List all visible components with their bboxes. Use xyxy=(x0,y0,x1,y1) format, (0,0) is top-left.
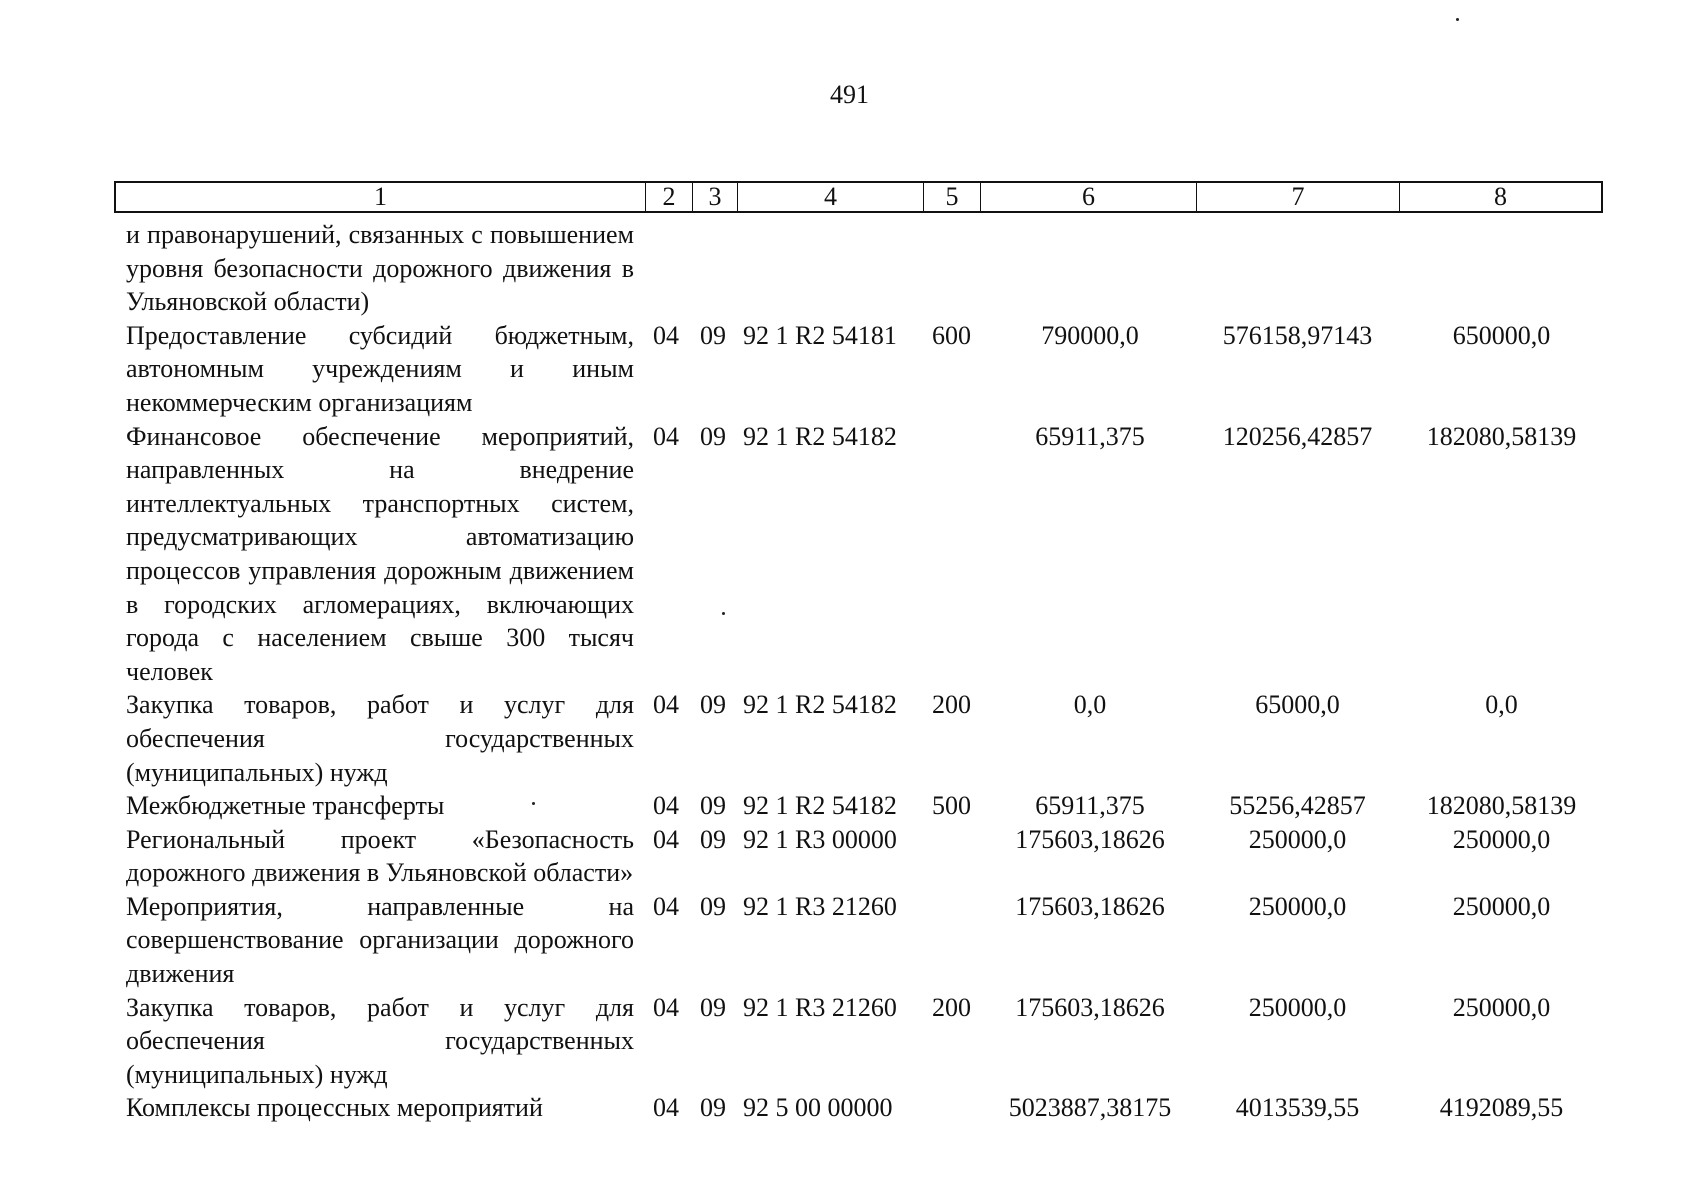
subsection-code: 09 xyxy=(700,992,726,1022)
target-article-code: 92 1 R2 54182 xyxy=(743,690,897,720)
section-code: 04 xyxy=(653,824,679,854)
row-description: Закупка товаров, работ и услуг для обеспечения государственных (муниципальных) нужд xyxy=(126,992,634,1089)
amount-col-6: 175603,18626 xyxy=(1015,891,1165,921)
amount-col-8: 4192089,55 xyxy=(1439,1093,1564,1123)
section-code: 04 xyxy=(653,320,679,350)
header-col-3: 3 xyxy=(693,183,738,211)
row-description: Комплексы процессных мероприятий xyxy=(126,1093,543,1123)
amount-col-7: 4013539,55 xyxy=(1235,1093,1360,1123)
header-col-8: 8 xyxy=(1494,182,1507,211)
amount-col-6: 790000,0 xyxy=(1041,320,1139,350)
target-article-code: 92 1 R3 21260 xyxy=(743,891,897,921)
expense-type-code: 200 xyxy=(932,690,971,720)
target-article-code: 92 5 00 00000 xyxy=(743,1093,893,1123)
amount-col-7: 65000,0 xyxy=(1255,690,1340,720)
table-row xyxy=(0,789,1699,823)
header-col-6: 6 xyxy=(981,183,1197,211)
expense-type-code: 500 xyxy=(932,791,971,821)
amount-col-8: 250000,0 xyxy=(1452,891,1551,921)
table-row xyxy=(0,823,1699,890)
header-col-4: 4 xyxy=(738,183,924,211)
amount-col-6: 175603,18626 xyxy=(1015,824,1165,854)
header-col-7: 7 xyxy=(1197,183,1400,211)
subsection-code: 09 xyxy=(700,421,726,451)
subsection-code: 09 xyxy=(700,690,726,720)
table-row xyxy=(0,218,1699,319)
subsection-code: 09 xyxy=(700,824,726,854)
amount-col-8: 0,0 xyxy=(1485,690,1518,720)
amount-col-7: 120256,42857 xyxy=(1222,421,1373,451)
target-article-code: 92 1 R2 54181 xyxy=(743,320,897,350)
row-description: Предоставление субсидий бюджетным, автономным учреждениям и иным некоммерческим организациям xyxy=(126,320,634,417)
expense-type-code: 200 xyxy=(932,992,971,1022)
amount-col-8: 182080,58139 xyxy=(1426,421,1577,451)
table-row xyxy=(0,890,1699,991)
row-description: Мероприятия, направленные на совершенствование организации дорожного движения xyxy=(126,891,634,989)
row-description: Региональный проект «Безопасность дорожного движения в Ульяновской области» xyxy=(126,824,634,888)
target-article-code: 92 1 R2 54182 xyxy=(743,791,897,821)
amount-col-7: 250000,0 xyxy=(1248,824,1347,854)
budget-table-body xyxy=(0,218,1699,1125)
section-code: 04 xyxy=(653,891,679,921)
row-description: Финансовое обеспечение мероприятий, направленных на внедрение интеллектуальных транспортных систем, предусматривающих автоматизацию процессов управления дорожным движением в городских агломерациях, включающих города с населением свыше 300 тысяч человек xyxy=(126,421,634,686)
amount-col-6: 175603,18626 xyxy=(1015,992,1165,1022)
amount-col-7: 576158,97143 xyxy=(1222,320,1373,350)
amount-col-6: 5023887,38175 xyxy=(1008,1093,1172,1123)
amount-col-6: 0,0 xyxy=(1073,690,1107,720)
table-row xyxy=(0,319,1699,420)
target-article-code: 92 1 R3 21260 xyxy=(743,992,897,1022)
subsection-code: 09 xyxy=(700,891,726,921)
amount-col-6: 65911,375 xyxy=(1035,791,1145,821)
target-article-code: 92 1 R3 00000 xyxy=(743,824,897,854)
amount-col-8: 650000,0 xyxy=(1452,320,1551,350)
amount-col-6: 65911,375 xyxy=(1035,421,1145,451)
header-col-2: 2 xyxy=(646,183,693,211)
column-number-header xyxy=(114,181,1603,213)
amount-col-7: 55256,42857 xyxy=(1229,791,1366,821)
section-code: 04 xyxy=(653,421,679,451)
amount-col-8: 250000,0 xyxy=(1452,992,1551,1022)
table-row xyxy=(0,420,1699,689)
section-code: 04 xyxy=(653,791,679,821)
section-code: 04 xyxy=(653,690,679,720)
section-code: 04 xyxy=(653,992,679,1022)
row-description: Межбюджетные трансферты xyxy=(126,791,445,821)
table-row xyxy=(0,991,1699,1092)
target-article-code: 92 1 R2 54182 xyxy=(743,421,897,451)
scan-speck xyxy=(1456,18,1459,21)
subsection-code: 09 xyxy=(700,791,726,821)
amount-col-7: 250000,0 xyxy=(1248,891,1347,921)
amount-col-8: 182080,58139 xyxy=(1426,791,1577,821)
section-code: 04 xyxy=(653,1093,679,1123)
expense-type-code: 600 xyxy=(932,320,971,350)
amount-col-7: 250000,0 xyxy=(1248,992,1347,1022)
page-number: 491 xyxy=(830,80,869,109)
header-col-5: 5 xyxy=(924,183,981,211)
header-col-1: 1 xyxy=(116,183,646,211)
amount-col-8: 250000,0 xyxy=(1452,824,1551,854)
subsection-code: 09 xyxy=(700,1093,726,1123)
subsection-code: 09 xyxy=(700,320,726,350)
row-description: Закупка товаров, работ и услуг для обеспечения государственных (муниципальных) нужд xyxy=(126,690,634,787)
row-description: и правонарушений, связанных с повышением уровня безопасности дорожного движения в Ульяновской области) xyxy=(126,220,634,317)
table-row xyxy=(0,688,1699,789)
table-row xyxy=(0,1091,1699,1125)
